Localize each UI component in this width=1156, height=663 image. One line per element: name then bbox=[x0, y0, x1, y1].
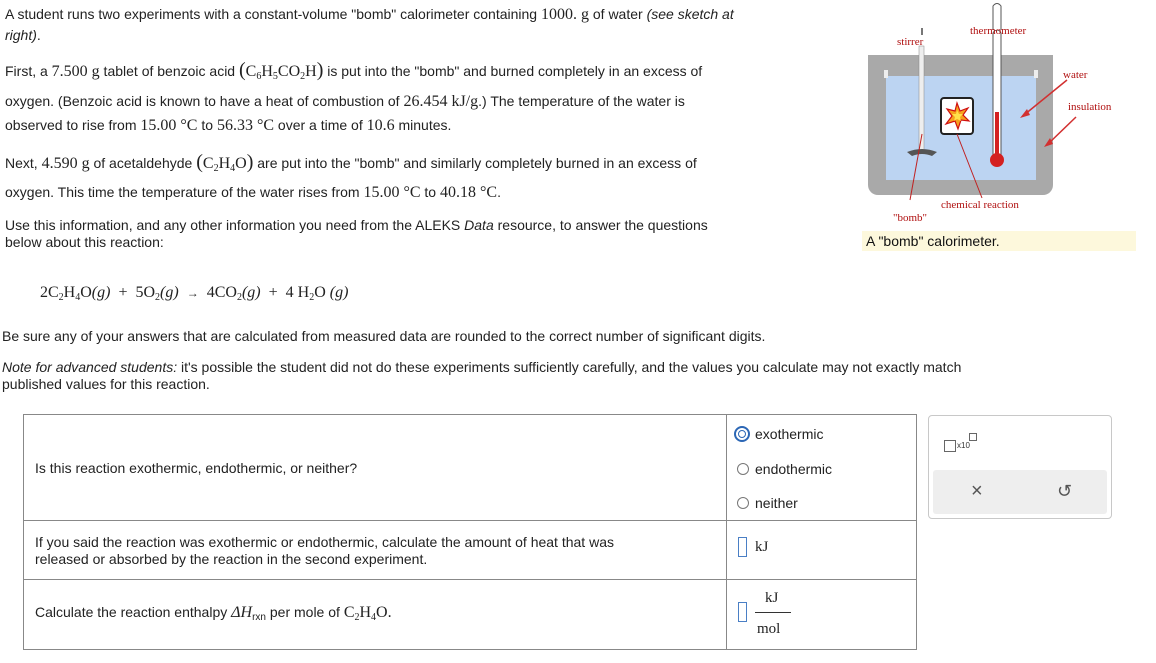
advanced-note: Note for advanced students: it's possible the student did not do these experiments sufficiently carefully, and the values you calculate may not exactly match published values for this reaction. bbox=[2, 359, 962, 392]
enthalpy-unit-denominator: mol bbox=[757, 621, 781, 637]
second-experiment-text-2: oxygen. This time the temperature of the water rises from 15.00 °C to 40.18 °C. bbox=[5, 184, 501, 201]
question-3: Calculate the reaction enthalpy $\Delta H_{rxn}$ per mole of $C_2H_4O$. bbox=[35, 604, 392, 623]
question-2: If you said the reaction was exothermic or endothermic, calculate the amount of heat that was released or absorbed by the reaction in the second experiment. bbox=[35, 534, 614, 567]
exponent-box-icon[interactable] bbox=[969, 433, 977, 441]
figure-caption-bar bbox=[862, 231, 1136, 251]
radio-exothermic[interactable] bbox=[734, 426, 750, 442]
first-experiment-text-3: observed to rise from 15.00 °C to 56.33 °C over a time of 10.6 minutes. bbox=[5, 117, 452, 134]
chemical-reaction-label: chemical reaction bbox=[941, 199, 1019, 211]
option-exothermic-label[interactable]: exothermic bbox=[755, 426, 824, 442]
heat-answer-input[interactable] bbox=[738, 537, 747, 557]
bomb-calorimeter-figure bbox=[862, 0, 1152, 230]
enthalpy-answer-input[interactable] bbox=[738, 602, 747, 622]
scientific-notation-box-icon[interactable] bbox=[944, 440, 956, 452]
figure-caption: A "bomb" calorimeter. bbox=[866, 233, 1000, 249]
undo-button[interactable]: ↺ bbox=[1057, 481, 1073, 501]
water-label: water bbox=[1063, 69, 1088, 81]
sigfig-note: Be sure any of your answers that are calculated from measured data are rounded to the correct number of significant digits. bbox=[2, 328, 766, 344]
clear-button[interactable]: × bbox=[971, 480, 983, 502]
option-neither-label[interactable]: neither bbox=[755, 495, 798, 511]
second-experiment-text: Next, 4.590 g of acetaldehyde $(C_2H_4O)$ are put into the "bomb" and similarly completely burned in an excess of bbox=[5, 151, 697, 174]
use-info-text: Use this information, and any other information you need from the ALEKS Data resource, to answer the questions below about this reaction: bbox=[5, 217, 708, 250]
intro-text: A student runs two experiments with a constant-volume "bomb" calorimeter containing 1000. g of water (see sketch at right). bbox=[5, 6, 734, 43]
radio-neither[interactable] bbox=[737, 497, 749, 509]
bomb-label: "bomb" bbox=[893, 212, 928, 224]
question-table bbox=[23, 414, 917, 650]
tools-button-bar bbox=[933, 470, 1107, 514]
heat-unit-label: kJ bbox=[755, 539, 769, 555]
thermometer-label: thermometer bbox=[970, 25, 1027, 37]
row-divider-2 bbox=[24, 579, 916, 580]
enthalpy-unit-numerator: kJ bbox=[765, 590, 779, 606]
option-endothermic-label[interactable]: endothermic bbox=[755, 461, 833, 477]
radio-endothermic[interactable] bbox=[737, 463, 749, 475]
stirrer-label: stirrer bbox=[897, 36, 924, 48]
row-divider-1 bbox=[24, 520, 916, 521]
x10-label[interactable]: x10 bbox=[957, 441, 970, 450]
fraction-bar bbox=[755, 612, 791, 613]
table-divider bbox=[726, 415, 727, 649]
insulation-label: insulation bbox=[1068, 101, 1112, 113]
question-1: Is this reaction exothermic, endothermic, or neither? bbox=[35, 460, 358, 476]
reaction-equation: $2C_2H_4O(g) + 5O_2(g) \to 4CO_2(g) + 4$ $H_2O$ (g) bbox=[40, 284, 349, 303]
answer-tools-panel bbox=[928, 415, 1112, 519]
first-experiment-text: First, a 7.500 g tablet of benzoic acid $(C_6H_5CO_2H)$ is put into the "bomb" and burned completely in an excess of bbox=[5, 59, 703, 82]
first-experiment-text-2: oxygen. (Benzoic acid is known to have a heat of combustion of 26.454 kJ/g.) The temperature of the water is bbox=[5, 93, 685, 110]
